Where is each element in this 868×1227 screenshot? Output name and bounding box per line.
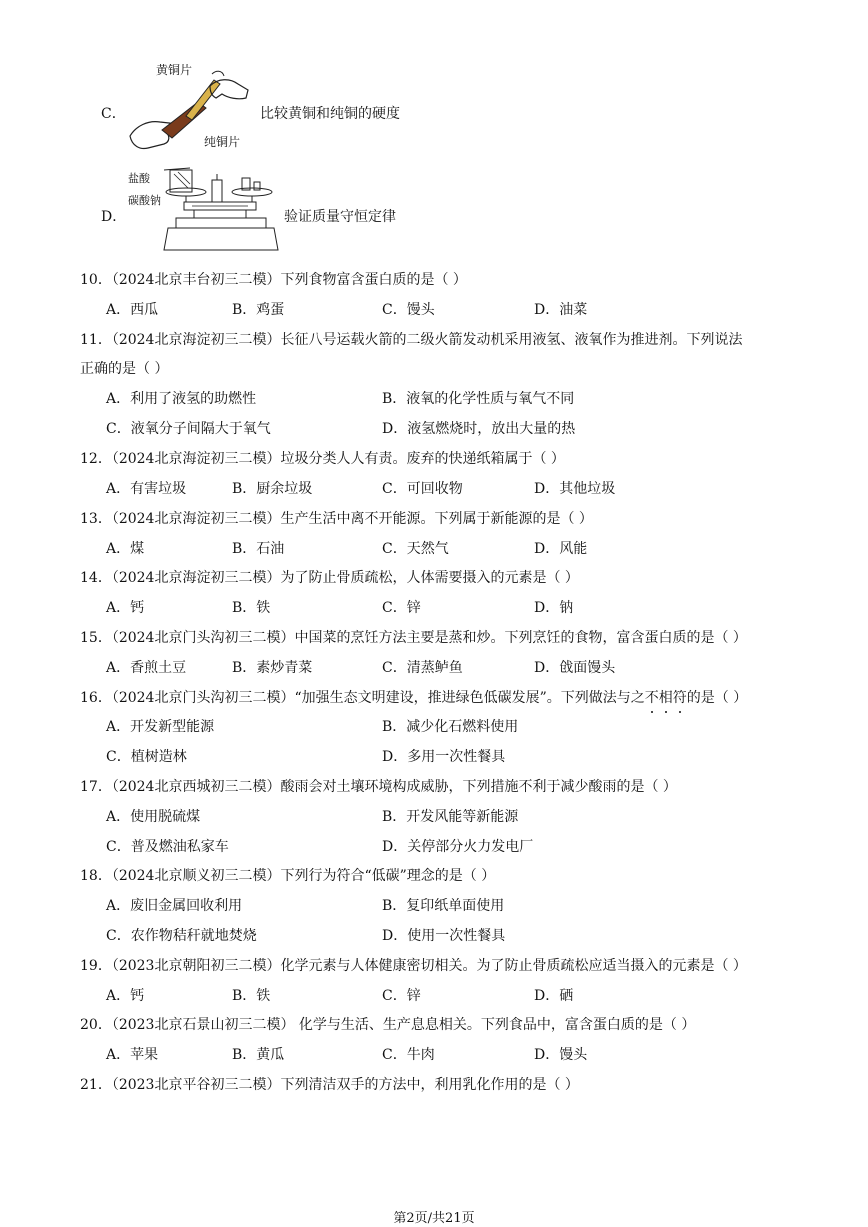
question-stem: （2024北京顺义初三二模）下列行为符合“低碳”理念的是（ ） [111,868,496,884]
question-14-option-d: D．钠 [534,600,574,616]
question-stem: （2023北京平谷初三二模）下列清洁双手的方法中，利用乳化作用的是（ ） [111,1077,579,1093]
question-stem: （2024北京丰台初三二模）下列食物富含蛋白质的是（ ） [111,272,467,288]
option-c-caption: 比较黄铜和纯铜的硬度 [260,106,400,122]
question-20: 20．（2023北京石景山初三二模） 化学与生活、生产息息相关。下列食品中，富含蛋白质的是（ ） [80,1017,696,1033]
question-stem: （2024北京海淀初三二模）为了防止骨质疏松，人体需要摄入的元素是（ ） [111,570,579,586]
question-12-option-c: C．可回收物 [382,481,463,497]
question-15-option-c: C．清蒸鲈鱼 [382,660,463,676]
emphasis-text [645,690,687,706]
balance-mass-conservation-figure [124,162,282,260]
question-10-option-c: C．馒头 [382,302,435,318]
question-14-option-a: A．钙 [106,600,145,616]
question-10: 10．（2024北京丰台初三二模）下列食物富含蛋白质的是（ ） [80,272,467,288]
brass-label: 黄铜片 [156,64,193,77]
question-11-option-b: B．液氧的化学性质与氧气不同 [382,391,575,407]
question-stem: （2023北京石景山初三二模） 化学与生活、生产息息相关。下列食品中，富含蛋白质的是（ ） [111,1017,696,1033]
question-15: 15．（2024北京门头沟初三二模）中国菜的烹饪方法主要是蒸和炒。下列烹饪的食物，富含蛋白质的是（ ） [80,630,747,646]
question-20-option-a: A．苹果 [106,1047,159,1063]
emphasis-char: 相 [658,690,673,706]
question-stem: （2024北京海淀初三二模）垃圾分类人人有责。废弃的快递纸箱属于（ ） [111,451,565,467]
question-14-option-b: B．铁 [232,600,271,616]
question-20-option-b: B．黄瓜 [232,1047,285,1063]
question-17-option-b: B．开发风能等新能源 [382,809,519,825]
question-21: 21．（2023北京平谷初三二模）下列清洁双手的方法中，利用乳化作用的是（ ） [80,1077,579,1093]
question-12: 12．（2024北京海淀初三二模）垃圾分类人人有责。废弃的快递纸箱属于（ ） [80,451,565,467]
option-d-letter: D． [101,209,127,225]
question-18: 18．（2024北京顺义初三二模）下列行为符合“低碳”理念的是（ ） [80,868,496,884]
question-19-option-a: A．钙 [106,988,145,1004]
question-13-option-d: D．风能 [534,541,588,557]
question-13-option-b: B．石油 [232,541,285,557]
hcl-label: 盐酸 [128,172,150,185]
question-18-option-a: A．废旧金属回收利用 [106,898,243,914]
question-20-option-c: C．牛肉 [382,1047,435,1063]
question-16-option-a: A．开发新型能源 [106,719,215,735]
question-17-option-a: A．使用脱硫煤 [106,809,201,825]
question-12-option-b: B．厨余垃圾 [232,481,313,497]
sodium-carbonate-label: 碳酸钠 [128,194,161,207]
question-19: 19．（2023北京朝阳初三二模）化学元素与人体健康密切相关。为了防止骨质疏松应适当摄入的元素是（ ） [80,958,747,974]
question-16-option-b: B．减少化石燃料使用 [382,719,519,735]
brass-copper-scratch-figure [126,64,254,156]
question-20-option-d: D．馒头 [534,1047,588,1063]
question-17-option-c: C．普及燃油私家车 [106,839,229,855]
question-stem: （2024北京西城初三二模）酸雨会对土壤环境构成威胁，下列措施不利于减少酸雨的是（ ） [111,779,677,795]
question-13-option-c: C．天然气 [382,541,449,557]
question-18-option-c: C．农作物秸秆就地焚烧 [106,928,257,944]
emphasis-char: 符 [672,690,687,706]
question-stem: （2024北京门头沟初三二模）“加强生态文明建设，推进绿色低碳发展”。下列做法与之 [111,690,645,706]
question-15-option-a: A．香煎土豆 [106,660,187,676]
question-13-option-a: A．煤 [106,541,145,557]
question-19-option-b: B．铁 [232,988,271,1004]
question-11-option-c: C．液氧分子间隔大于氧气 [106,421,271,437]
question-12-option-d: D．其他垃圾 [534,481,616,497]
question-10-option-d: D．油菜 [534,302,588,318]
option-c-letter: C． [101,106,126,122]
question-10-option-b: B．鸡蛋 [232,302,285,318]
question-14-option-c: C．锌 [382,600,421,616]
option-d-caption: 验证质量守恒定律 [284,209,396,225]
emphasis-char: 不 [644,690,659,706]
page-footer: 第2页/共21页 [393,1211,475,1226]
question-11-option-d: D．液氢燃烧时，放出大量的热 [382,421,576,437]
question-stem: （2023北京朝阳初三二模）化学元素与人体健康密切相关。为了防止骨质疏松应适当摄入的元素是（ ） [111,958,747,974]
question-16: 16．（2024北京门头沟初三二模）“加强生态文明建设，推进绿色低碳发展”。下列做法与之不相符的是（ ） [80,690,748,706]
question-19-option-c: C．锌 [382,988,421,1004]
question-11-option-a: A．利用了液氢的助燃性 [106,391,257,407]
question-stem: （2024北京海淀初三二模）生产生活中离不开能源。下列属于新能源的是（ ） [111,511,593,527]
question-14: 14．（2024北京海淀初三二模）为了防止骨质疏松，人体需要摄入的元素是（ ） [80,570,579,586]
question-17-option-d: D．关停部分火力发电厂 [382,839,534,855]
question-17: 17．（2024北京西城初三二模）酸雨会对土壤环境构成威胁，下列措施不利于减少酸雨的是（ ） [80,779,677,795]
question-15-option-d: D．戗面馒头 [534,660,616,676]
question-19-option-d: D．硒 [534,988,574,1004]
question-16-option-c: C．植树造林 [106,749,187,765]
question-11-continued: 正确的是（ ） [80,361,169,377]
question-10-option-a: A．西瓜 [106,302,159,318]
question-18-option-b: B．复印纸单面使用 [382,898,505,914]
question-16-option-d: D．多用一次性餐具 [382,749,506,765]
question-15-option-b: B．素炒青菜 [232,660,313,676]
question-18-option-d: D．使用一次性餐具 [382,928,506,944]
question-13: 13．（2024北京海淀初三二模）生产生活中离不开能源。下列属于新能源的是（ ） [80,511,593,527]
question-stem: （2024北京门头沟初三二模）中国菜的烹饪方法主要是蒸和炒。下列烹饪的食物，富含蛋白质的是（ ） [111,630,747,646]
question-stem: （2024北京海淀初三二模）长征八号运载火箭的二级火箭发动机采用液氢、液氧作为推进剂。下列说法 [111,332,743,348]
question-11: 11．（2024北京海淀初三二模）长征八号运载火箭的二级火箭发动机采用液氢、液氧作为推进剂。下列说法 [80,332,743,348]
copper-label: 纯铜片 [204,135,241,149]
question-12-option-a: A．有害垃圾 [106,481,187,497]
